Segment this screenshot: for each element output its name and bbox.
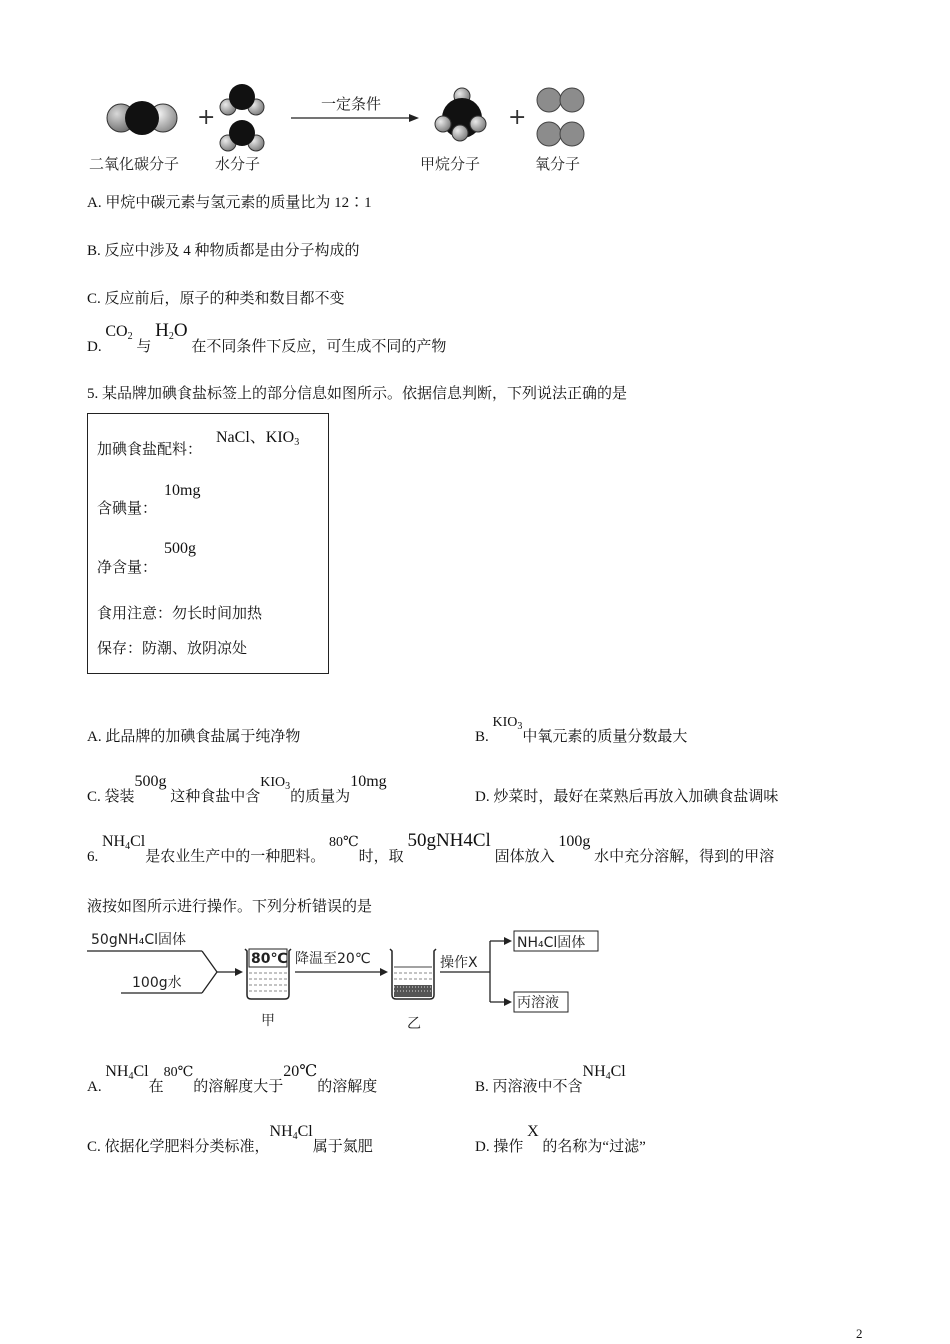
plus-sign-2: + [508, 105, 527, 130]
q6-option-d: D. 操作 X 的名称为“过滤” [475, 1123, 646, 1155]
water-molecule-bottom [220, 120, 264, 151]
salt-label-box [87, 413, 329, 674]
ingredients-label: 加碘食盐配料： [97, 440, 203, 458]
net-label: 净含量： [97, 558, 158, 576]
label-methane: 甲烷分子 [420, 155, 481, 173]
q4-option-a: A. 甲烷中碳元素与氢元素的质量比为 12∶1 [87, 195, 372, 211]
iodine-label: 含碘量： [97, 499, 158, 517]
q6-option-c: C. 依据化学肥料分类标准，$NH_4Cl$属于氮肥 [87, 1123, 373, 1155]
kio3-formula: $KIO_3$ [492, 715, 523, 732]
operation-label: 操作X [440, 955, 478, 971]
process-diagram [87, 925, 607, 1035]
reaction-diagram [85, 80, 605, 180]
q5-option-c: C. 袋装500g 这种食盐中含$KIO_3$的质量为10mg [87, 773, 387, 805]
beaker-yi-name: 乙 [407, 1016, 421, 1032]
nh4cl-formula-a: $NH_4Cl$ [105, 1063, 149, 1082]
output-solution: 丙溶液 [517, 995, 559, 1011]
water-molecule-top [220, 84, 264, 115]
co2-formula: $CO_2$ [105, 323, 133, 342]
q4-option-c: C. 反应前后，原子的种类和数目都不变 [87, 291, 345, 307]
label-oxygen: 氧分子 [535, 155, 581, 173]
kio3-formula-c: $KIO_3$ [260, 775, 291, 792]
q6-stem-line2: 液按如图所示进行操作。下列分析错误的是 [87, 899, 373, 915]
co2-molecule [107, 101, 177, 135]
label-water: 水分子 [215, 155, 261, 173]
q6-option-b: B. 丙溶液中不含$NH_4Cl$ [475, 1063, 626, 1095]
notice-text: 食用注意：勿长时间加热 [97, 604, 263, 622]
oxygen-molecule-top [537, 88, 584, 112]
beaker-jia-name: 甲 [261, 1013, 275, 1029]
nh4cl-formula-b: $NH_4Cl$ [582, 1063, 626, 1082]
beaker-yi [390, 949, 436, 999]
label-co2: 二氧化碳分子 [89, 155, 180, 173]
plus-sign-1: + [197, 105, 216, 130]
page-number: 2 [856, 1326, 863, 1341]
q5-option-a: A. 此品牌的加碘食盐属于纯净物 [87, 729, 301, 745]
nh4cl-formula: $NH_4Cl$ [102, 833, 146, 852]
q5-option-b: B. $KIO_3$中氧元素的质量分数最大 [475, 715, 688, 745]
nh4cl-formula-c: $NH_4Cl$ [269, 1123, 313, 1142]
q5-option-d: D. 炒菜时，最好在菜熟后再放入加碘食盐调味 [475, 789, 779, 805]
storage-text: 保存：防潮、放阴凉处 [97, 639, 248, 657]
beaker-jia-temp: 80℃ [251, 951, 288, 967]
q4-option-b: B. 反应中涉及 4 种物质都是由分子构成的 [87, 243, 360, 259]
cooling-label: 降温至20℃ [295, 951, 371, 967]
input-solid: 50gNH₄Cl固体 [91, 932, 186, 948]
h2o-formula: $H_2O$ [155, 320, 188, 342]
q6-option-a: A. $NH_4Cl$在80℃的溶解度大于20℃的溶解度 [87, 1063, 378, 1095]
q5-stem: 5. 某品牌加碘食盐标签上的部分信息如图所示。依据信息判断，下列说法正确的是 [87, 386, 628, 402]
methane-molecule [435, 88, 486, 141]
ingredients-value: NaCl、$KIO_3$ [216, 429, 300, 448]
input-water: 100g水 [132, 975, 182, 991]
iodine-value: 10mg [164, 482, 201, 499]
q4-option-d: D. $CO_2$ 与 $H_2O$ 在不同条件下反应，可生成不同的产物 [87, 320, 447, 355]
reaction-condition: 一定条件 [321, 95, 382, 113]
net-value: 500g [164, 540, 196, 557]
output-solid: NH₄Cl固体 [517, 935, 586, 951]
oxygen-molecule-bottom [537, 122, 584, 146]
q6-stem-line1: 6. $NH_4Cl$是农业生产中的一种肥料。 80℃时，取 50gNH4Cl 固体放入 100g 水中充分溶解，得到的甲溶 [87, 830, 775, 865]
